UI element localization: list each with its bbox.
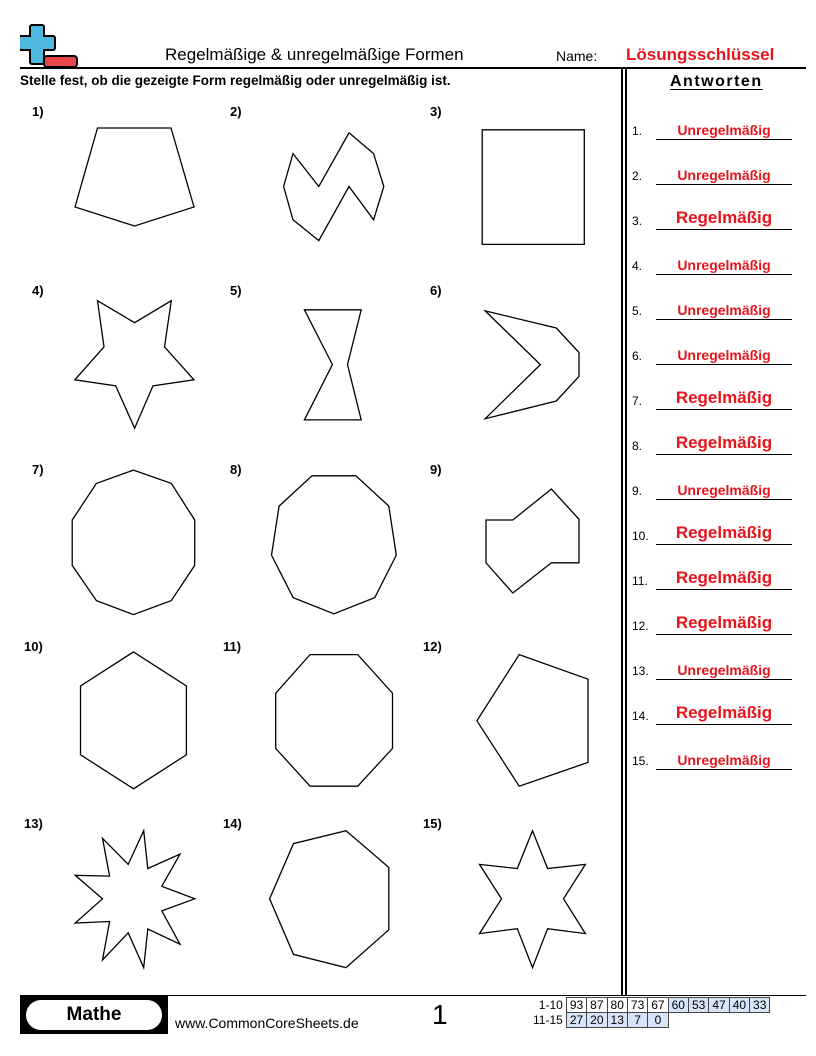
answer-row [632,656,792,680]
answer-row [632,521,792,545]
answer-value: Unregelmäßig [677,257,771,273]
score-cell: 60 [668,998,688,1013]
answer-row [632,341,792,365]
answer-value: Unregelmäßig [677,347,771,363]
irregular-zigzag-shape [284,133,384,241]
nine-point-star-shape [75,831,195,968]
answer-line [656,139,792,140]
score-cell: 40 [729,998,749,1013]
answer-number: 15. [632,754,649,768]
worksheet-title: Regelmäßige & unregelmäßige Formen [165,45,464,64]
name-value: Lösungsschlüssel [626,45,775,64]
answer-line [656,679,792,680]
answer-line [656,499,792,500]
question-label: 4) [32,283,44,298]
irregular-octagon-shape [486,489,579,593]
score-cell: 93 [566,998,586,1013]
score-row-label: 11-15 [533,1013,563,1027]
answer-number: 6. [632,349,643,363]
score-cell: 47 [709,998,729,1013]
score-cell: 67 [648,998,668,1013]
five-point-star-shape [75,301,194,429]
answer-line [656,319,792,320]
answer-value: Unregelmäßig [677,662,771,678]
answer-value: Regelmäßig [675,523,773,542]
answer-number: 4. [632,259,643,273]
answer-line [656,364,792,365]
answer-number: 13. [632,664,649,678]
answer-value: Regelmäßig [675,613,773,632]
score-row-label: 1-10 [538,998,563,1012]
answer-line [656,769,792,770]
answer-value: Unregelmäßig [677,302,771,318]
answer-value: Regelmäßig [675,388,773,407]
answer-row [632,476,792,500]
score-cell: 13 [607,1013,627,1028]
answer-line [656,409,792,410]
question-label: 11) [223,639,242,654]
answer-number: 1. [632,124,643,138]
six-point-star-shape [480,831,586,968]
question-label: 3) [430,104,442,119]
score-cell: 0 [648,1013,668,1028]
question-label: 1) [32,104,44,119]
score-cell: 33 [750,998,770,1013]
nonagon-shape [272,476,397,614]
square-shape [482,130,584,245]
answer-line [656,274,792,275]
answer-row [632,251,792,275]
answer-number: 3. [632,214,643,228]
question-label: 10) [24,639,43,654]
question-label: 2) [230,104,242,119]
question-label: 5) [230,283,242,298]
question-label: 12) [423,639,442,654]
answer-line [656,454,792,455]
answer-value: Unregelmäßig [677,752,771,768]
answer-number: 2. [632,169,643,183]
answer-value: Regelmäßig [675,208,773,227]
question-label: 8) [230,462,242,477]
question-label: 15) [423,816,442,831]
answer-value: Unregelmäßig [677,482,771,498]
decagon-shape [72,470,195,614]
answer-line [656,724,792,725]
score-cell: 7 [627,1013,647,1028]
score-cell: 53 [688,998,708,1013]
question-label: 6) [430,283,442,298]
answer-line [656,544,792,545]
answer-row [632,566,792,590]
page-number: 1 [432,999,448,1030]
question-label: 7) [32,462,44,477]
score-row [530,1013,770,1028]
question-label: 13) [24,816,43,831]
answer-row [632,701,792,725]
score-cell: 80 [607,998,627,1013]
instructions: Stelle fest, ob die gezeigte Form regelmäßig oder unregelmäßig ist. [20,73,451,88]
answer-value: Regelmäßig [675,433,773,452]
octagon-shape [276,655,393,787]
answer-row [632,116,792,140]
bowtie-shape [304,310,361,420]
answer-row [632,611,792,635]
answer-value: Unregelmäßig [677,122,771,138]
heptagon-shape [270,831,389,968]
score-cell: 87 [587,998,607,1013]
answer-number: 5. [632,304,643,318]
score-table [530,997,770,1028]
answers-heading: Antworten [670,73,763,90]
answer-number: 11. [632,574,648,588]
answer-row [632,386,792,410]
name-label: Name: [556,48,598,64]
answer-number: 9. [632,484,643,498]
website-link[interactable]: www.CommonCoreSheets.de [175,1015,359,1031]
irregular-pentagon-shape [75,128,194,226]
answer-number: 8. [632,439,643,453]
chevron-shape [485,311,579,419]
answer-number: 14. [632,709,649,723]
answer-line [656,634,792,635]
score-cell: 27 [566,1013,586,1028]
subject-badge: Mathe [26,1000,162,1030]
answer-row [632,296,792,320]
score-row [530,998,770,1013]
answer-value: Regelmäßig [675,703,773,722]
question-label: 9) [430,462,442,477]
answer-row [632,746,792,770]
answer-number: 12. [632,619,649,633]
hexagon-shape [81,652,187,789]
score-cell: 73 [627,998,647,1013]
answer-value: Unregelmäßig [677,167,771,183]
answer-row [632,431,792,455]
answer-line [656,184,792,185]
answer-line [656,229,792,230]
score-cell: 20 [587,1013,607,1028]
answer-row [632,161,792,185]
question-label: 14) [223,816,242,831]
pentagon-shape [477,655,588,787]
answer-value: Regelmäßig [675,568,773,587]
answer-line [656,589,792,590]
answer-number: 10. [632,529,649,543]
answer-number: 7. [632,394,643,408]
answer-row [632,206,792,230]
